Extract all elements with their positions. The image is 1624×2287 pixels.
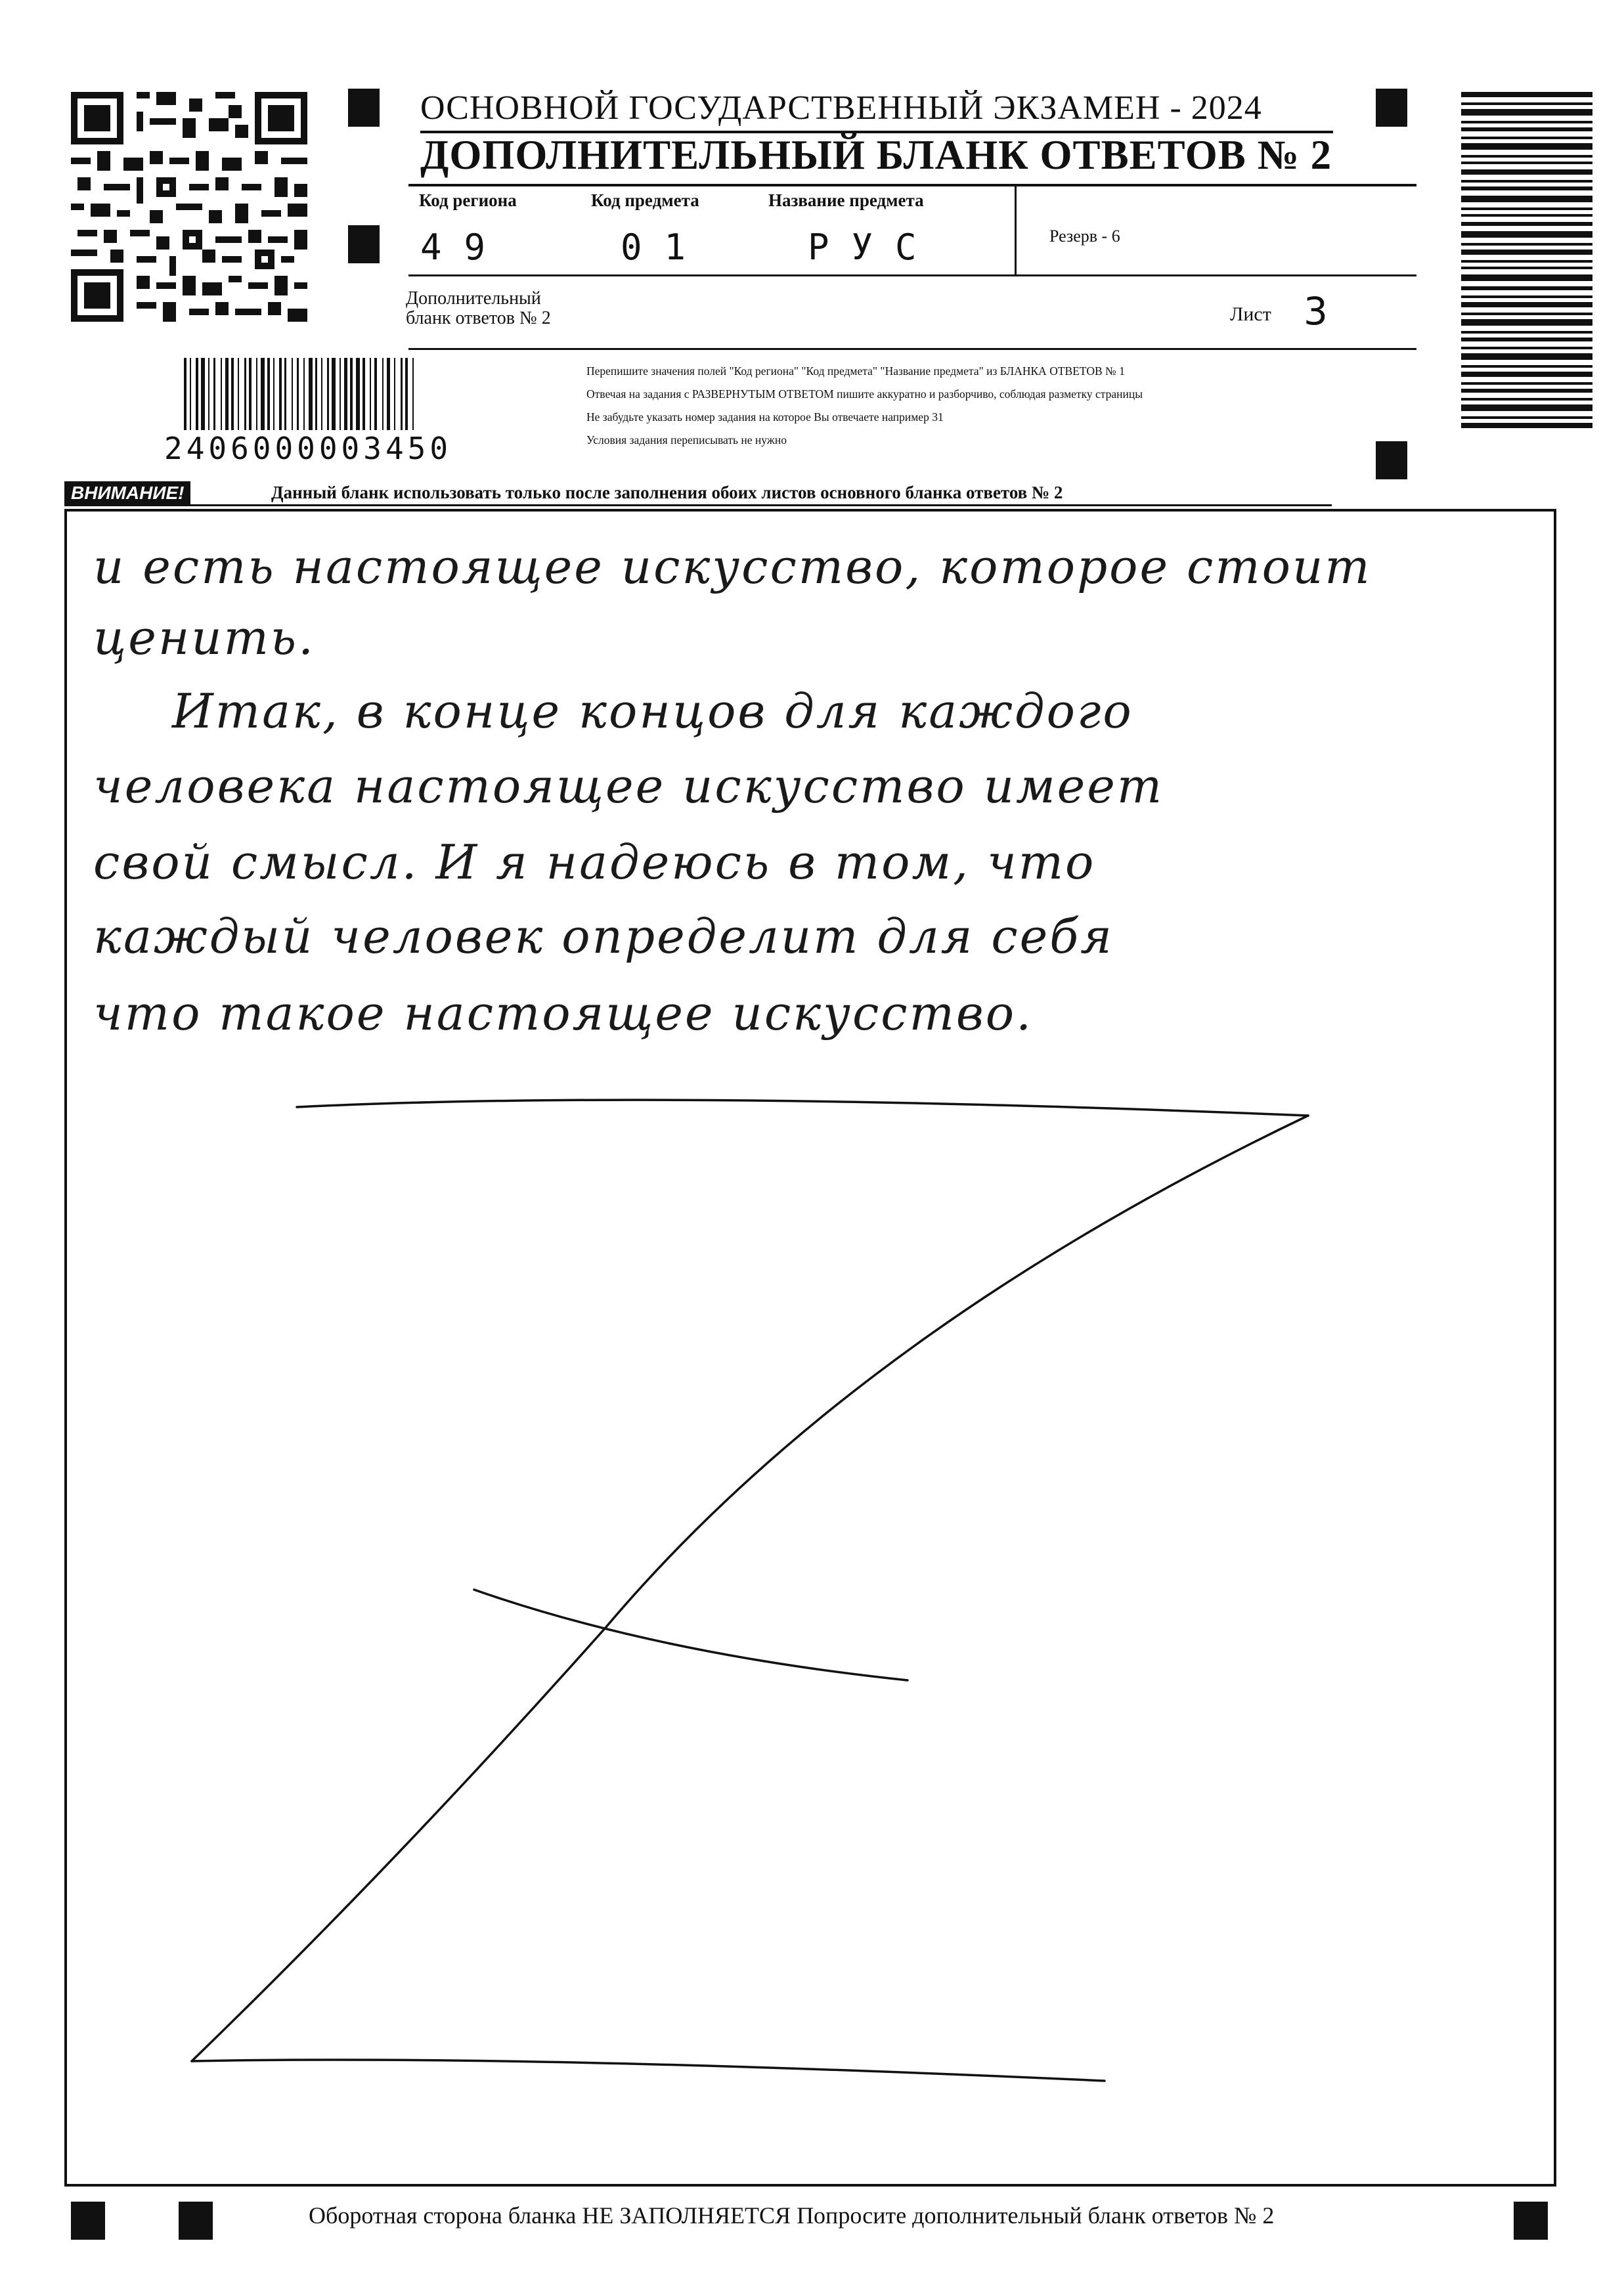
subject-name-label: Название предмета (768, 190, 924, 210)
instruction-line: Условия задания переписывать не нужно (586, 433, 787, 447)
exam-title: ОСНОВНОЙ ГОСУДАРСТВЕННЫЙ ЭКЗАМЕН - 2024 (420, 89, 1262, 127)
attention-text: Данный бланк использовать только после заполнения обоих листов основного бланка ответов № 2 (271, 483, 1063, 502)
alignment-marker-bottom-left-1 (71, 2202, 105, 2240)
header-rule-mid (408, 274, 1416, 276)
reserve-divider (1015, 186, 1017, 275)
attention-bar (64, 481, 1332, 505)
answer-area[interactable] (64, 509, 1556, 2187)
unused-space-strikeout-icon (67, 512, 1554, 2184)
alignment-marker-bottom-right (1514, 2202, 1548, 2240)
alignment-marker-bottom-left-2 (179, 2202, 213, 2240)
alignment-marker-top-left (348, 89, 380, 127)
additional-form-label (406, 289, 551, 328)
answer-line: что такое настоящее искусство. (93, 986, 1033, 1041)
instructions (586, 360, 1414, 452)
subject-code-value: 01 (621, 227, 709, 268)
side-barcode-icon (1461, 92, 1592, 430)
header-rule-sheet (408, 348, 1416, 350)
instruction-line: Отвечая на задания с РАЗВЕРНУТЫМ ОТВЕТОМ пишите аккуратно и разборчиво, соблюдая разметку страницы (586, 387, 1143, 401)
barcode-number: 2406000003450 (164, 431, 452, 466)
instruction-line: Перепишите значения полей "Код региона" "Код предмета" "Название предмета" из БЛАНКА ОТВЕТОВ № 1 (586, 364, 1125, 378)
alignment-marker-top-right (1376, 89, 1407, 127)
qr-code-icon (71, 92, 307, 322)
subject-name-value: РУС (808, 227, 939, 268)
answer-line: Итак, в конце концов для каждого (172, 684, 1133, 739)
attention-underline (64, 504, 1332, 506)
additional-form-label-line2: бланк ответов № 2 (406, 308, 551, 328)
header-rule-top (408, 184, 1416, 186)
region-code-label: Код региона (419, 190, 517, 210)
answer-line: и есть настоящее искусство, которое стоит (93, 539, 1372, 594)
additional-form-label-line1: Дополнительный (406, 288, 541, 309)
form-barcode-icon (184, 358, 565, 440)
region-code-value: 49 (420, 227, 508, 268)
alignment-marker-mid-left (348, 225, 380, 263)
answer-line: ценить. (93, 610, 316, 665)
answer-line: человека настоящее искусство имеет (93, 758, 1164, 814)
answer-line: каждый человек определит для себя (93, 909, 1114, 964)
answer-line: свой смысл. И я надеюсь в том, что (93, 835, 1096, 890)
reserve-label: Резерв - 6 (1049, 227, 1120, 246)
sheet-number: 3 (1304, 289, 1328, 334)
attention-badge: ВНИМАНИЕ! (64, 481, 190, 505)
subject-code-label: Код предмета (591, 190, 699, 210)
sheet-label: Лист (1230, 303, 1271, 325)
footer-note: Оборотная сторона бланка НЕ ЗАПОЛНЯЕТСЯ Попросите дополнительный бланк ответов № 2 (309, 2202, 1275, 2229)
instruction-line: Не забудьте указать номер задания на которое Вы отвечаете например 31 (586, 410, 944, 424)
form-title: ДОПОЛНИТЕЛЬНЫЙ БЛАНК ОТВЕТОВ № 2 (420, 132, 1332, 178)
